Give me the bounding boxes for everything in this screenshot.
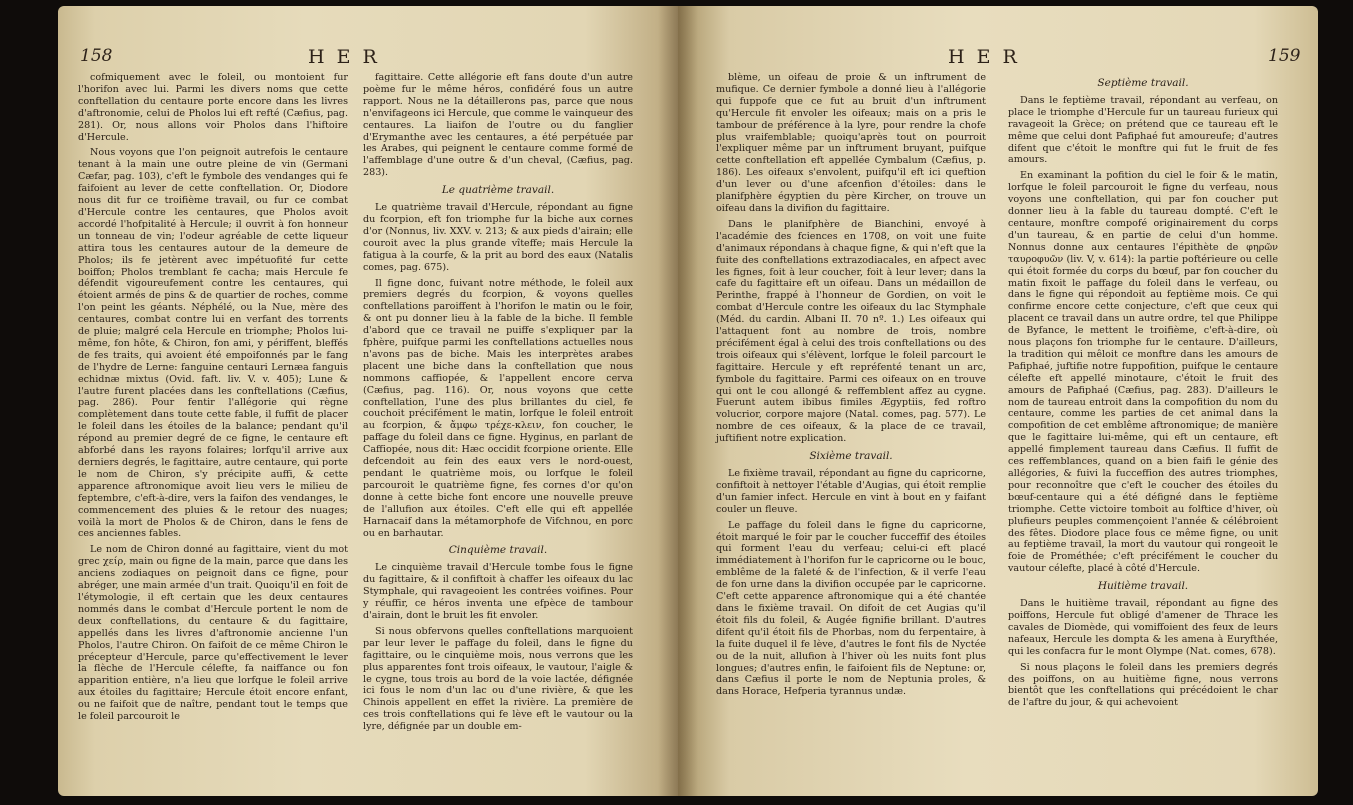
paragraph: Nous voyons que l'on peignoit autrefois le centaure tenant à la main une outre pleine de vin (Germani Cæfar, pag. 103), c'eft le fymbole des vendanges qui fe faifoient au lever de cette conftellation. Or, Diodore nous dit fur ce troifième travail, ou fur ce combat d'Hercule contre les centaures, que Pholos avoit accordé l'hofpitalité à Hercule; il ouvrit à fon honneur un tonneau de vin; l'odeur agréable de cette liqueur attira tous les centaures autour de la demeure de Pholos; ils fe jetèrent avec impétuofité fur cette boiffon; Pholos tremblant fe cacha; mais Hercule fe défendit vigoureufement contre les centaures, qui étoient armés de pins & de quartier de roches, comme l'on peint les géants. Néphélé, ou la Nue, mère des centaures, combat contre lui en verfant des torrents de pluie; malgré cela Hercule en triomphe; Pholos lui-même, fon hôte, & Chiron, fon ami, y périffent, bleffés de fes traits, qui avoient été empoifonnés par le fang de l'hydre de Lerne: fanguine centauri Lernæa fanguis echidnæ mixtus (Ovid. faft. liv. V. v. 405); Lune & l'autre furent placées dans les conftellations (Cæfius, pag. 286). Pour fentir l'allégorie qui règne complètement dans toute cette fable, il fuffit de placer le foleil dans les étoiles de la balance; pendant qu'il répond au premier degré de ce figne, le centaure eft abforbé dans les rayons folaires; lorfqu'il arrive aux derniers degrés, le fagittaire, autre centaure, qui porte le nom de Chiron, s'y précipite auffi, & cette apparence aftronomique avoit lieu vers le milieu de feptembre, c'eft-à-dire, vers la faifon des vendanges, le commencement des pluies & le retour des nuages; voilà la mort de Pholos & de Chiron, dans le fens de ces anciennes fables.	[78, 147, 348, 540]
paragraph: Si nous obfervons quelles conftellations marquoient par leur lever le paffage du foleil, dans le figne du fagittaire, ou le cinquième mois, nous verrons que les plus apparentes font trois oifeaux, le vautour, l'aigle & le cygne, tous trois au bord de la voie lactée, défignée ici fous le nom d'un lac ou d'une rivière, & que les Chinois appellent en effet la rivière. La première de ces trois conftellations qui fe lève eft le vautour ou la lyre, défignée par un double em-	[363, 625, 633, 733]
paragraph: Il figne donc, fuivant notre méthode, le foleil aux premiers degrés du fcorpion, & voyons quelles conftellations paroiffent à l'horifon le matin ou le foir, & ont pu donner lieu à la fable de la biche. Il femble d'abord que ce travail ne puiffe s'expliquer par la fphère, puifque parmi les conftellations actuelles nous n'avons pas de biche. Mais les interprètes arabes placent une biche dans la conftellation que nous nommons caffiopée, & l'appellent encore cerva (Cæfius, pag. 116). Or, nous voyons que cette conftellation, l'une des plus brillantes du ciel, fe couchoit précifément le matin, lorfque le foleil entroit au fcorpion, & ἄμφω τρέχε-κλειν, fon coucher, le paffage du foleil dans ce figne. Hyginus, en parlant de Caffiopée, nous dit: Hæc occidit fcorpione oriente. Elle defcendoit au fein des eaux vers le nord-ouest, pendant le quatrième mois, ou lorfque le foleil parcouroit le quatrième figne, fes cornes d'or qu'on donne à cette biche font encore une nouvelle preuve de l'allufion aux étoiles. C'eft elle qui eft appellée Harnacaif dans la métamorphofe de Vifchnou, en porc ou en barhautar.	[363, 277, 633, 539]
book-gutter	[658, 6, 698, 796]
paragraph: Dans le planifphère de Bianchini, envoyé à l'académie des fciences en 1708, on voit une fuite d'animaux répondans à chaque figne, & qui n'eft que la fuite des conftellations extrazodiacales, en afpect avec les fignes, foit à leur coucher, foit à leur lever; dans la cafe du fagittaire eft un oifeau. Dans un médaillon de Perinthe, frappé à l'honneur de Gordien, on voit le combat d'Hercule contre les oifeaux du lac Stymphale (Méd. du cardin. Albani II. 70 nº. 1.) Les oifeaux qui l'attaquent font au nombre de trois, nombre précifément égal à celui des trois conftellations ou des trois oifeaux qui s'élèvent, lorfque le foleil parcourt le fagittaire. Hercule y eft repréfenté tenant un arc, fymbole du fagittaire. Parmi ces oifeaux on en trouve qui ont le cou allongé & reffemblent affez au cygne. Fuerunt autem ibibus fimiles Ægyptiis, fed roftro volucrior, corpore majore (Natal. comes, pag. 577). Le nombre de ces oifeaux, & la place de ce travail, juftifient notre explication.	[716, 218, 986, 445]
left-column-2	[363, 72, 633, 737]
right-page-header: H E R	[948, 46, 1020, 68]
section-heading: Septième travail.	[1097, 77, 1189, 89]
paragraph: blème, un oifeau de proie & un inftrument de mufique. Ce dernier fymbole a donné lieu à l'allégorie qui fuppofe que ce fut au bruit d'un inftrument qu'Hercule fit envoler les oifeaux; mais on a pris le tambour de préférence à la lyre, pour rendre la chofe plus vraifemblable; quoiqu'après tout on pourroit l'expliquer même par un inftrument bruyant, puifque cette conftellation eft appellée Cymbalum (Cæfius, p. 186). Les oifeaux s'envolent, puifqu'il eft ici queftion d'un lever ou d'une afcenfion d'étoiles: dans le planifphère égyptien du père Kircher, on trouve un oifeau dans la divifion du fagittaire.	[716, 72, 986, 214]
left-page-header: H E R	[308, 46, 380, 68]
left-page-number: 158	[80, 46, 113, 66]
left-page	[58, 6, 678, 796]
right-page	[678, 6, 1318, 796]
section-heading: Cinquième travail.	[448, 544, 548, 557]
left-column-1	[78, 72, 348, 727]
section-heading: Le quatrième travail.	[441, 184, 555, 197]
right-column-1	[716, 72, 986, 702]
right-column-2	[1008, 72, 1278, 713]
section-heading: Sixième travail.	[809, 450, 893, 463]
paragraph: En examinant la pofition du ciel le foir & le matin, lorfque le foleil parcouroit le figne du verfeau, nous voyons une conftellation, qui par fon coucher put donner lieu à la fable du taureau dompté. C'eft le centaure, monftre compofé originairement du corps d'un taureau, & en partie de celui d'un homme. Nonnus donne aux centaures l'épithète de φηρῶν ταυροφυῶν (liv. V, v. 614): la partie poftérieure ou celle qui étoit formée du corps du bœuf, par fon coucher du matin fixoit le paffage du foleil dans le verfeau, ou dans le figne qui répondoit au feptième mois. Ce qui confirme encore cette conjecture, c'eft que ceux qui placent ce travail dans un autre ordre, tel que Philippe de Byfance, le mettent le troifième, c'eft-à-dire, où nous plaçons fon triomphe fur le centaure. D'ailleurs, la tradition qui mêloit ce monftre dans les amours de Pafiphaé, juftifie notre fuppofition, puifque le centaure célefte eft appellé minotaure, c'étoit le fruit des amours de Pafiphaé (Cæfius, pag. 283). D'ailleurs le nom de taureau entroit dans la compofition du nom du centaure, comme les parties de cet animal dans la compofition de cet emblême aftronomique; de manière que le fagittaire lui-même, qui eft un centaure, eft appellé fimplement taureau dans Cæfius. Il fuffit de ces reffemblances, quand on a bien faifi le génie des allégories, & fuivi la fucceffion des autres triomphes, pour reconnoître que c'eft le coucher des étoiles du bœuf-centaure qui a été défigné dans le feptième triomphe. Cette victoire tomboit au folftice d'hiver, où plufieurs peuples commençoient l'année & célébroient des fêtes. Diodore place fous ce même figne, ou unit au feptième travail, la mort du vautour qui rongeoit le foie de Prométhée; c'eft précifément le coucher du vautour célefte, placé à côté d'Hercule.	[1008, 170, 1278, 575]
paragraph: Si nous plaçons le foleil dans les premiers degrés des poiffons, on au huitième figne, nous verrons bientôt que les conftellations qui précédoient le char de l'aftre du jour, & qui achevoient	[1008, 661, 1278, 709]
paragraph: Le nom de Chiron donné au fagittaire, vient du mot grec χείρ, main ou figne de la main, parce que dans les anciens zodiaques on peignoit dans ce figne, pour abréger, une main armée d'un trait. Quoiqu'il en foit de l'étymologie, il eft certain que les deux centaures nommés dans le combat d'Hercule portent le nom de deux conftellations, du centaure & du fagittaire, appellés dans les livres d'aftronomie ancienne l'un Pholos, l'autre Chiron. On faifoit de ce même Chiron le précepteur d'Hercule, parce qu'effectivement le lever la flèche de l'Hercule célefte, fa naiffance ou fon apparition entière, n'a lieu que lorfque le foleil arrive aux étoiles du fagittaire; Hercule étoit encore enfant, ou ne faifoit que de naître, pendant tout le temps que le foleil parcouroit le	[78, 544, 349, 723]
paragraph: Le paffage du foleil dans le figne du capricorne, étoit marqué le foir par le coucher fucceffif des étoiles qui forment l'eau du verfeau; celui-ci eft placé immédiatement à l'horifon fur le capricorne ou le bouc, emblême de la faleté & de l'infection, & il verfe l'eau de fon urne dans la divifion occupée par le capricorne. C'eft cette apparence aftronomique qui a été chantée dans le fixième travail. On difoit de cet Augias qu'il étoit fils du foleil, & Augée fignifie brillant. D'autres difent qu'il étoit fils de Phorbas, nom du ferpentaire, à la fuite duquel il fe lève, d'autres le font fils de Nyctée ou de la nuit, allufion à l'hiver où les nuits font plus longues; d'autres enfin, le faifoient fils de Neptune: or, dans Cæfius il porte le nom de Neptunia proles, & dans Horace, Hefperia tyrannus undæ.	[716, 519, 986, 698]
paragraph: Dans le huitième travail, répondant au figne des poiffons, Hercule fut obligé d'amener de Thrace les cavales de Diomède, qui vomiffoient des feux de leurs nafeaux, Hercule les dompta & les amena à Euryfthée, qui les confacra fur le mont Olympe (Nat. comes, 678).	[1008, 598, 1278, 657]
paragraph: fagittaire. Cette allégorie eft fans doute d'un autre poème fur le même héros, confidéré fous un autre rapport. Nous ne la détaillerons pas, parce que nous n'envifageons ici Hercule, que comme le vainqueur des centaures. La liaifon de l'outre ou du fanglier d'Erymanthe avec les centaures, a été perpétuée par les Arabes, qui peignent le centaure comme formé de l'affemblage d'une outre & d'un cheval, (Cæfius, pag. 283).	[363, 72, 633, 179]
open-book	[58, 6, 1318, 796]
section-heading: Huitième travail.	[1097, 580, 1189, 593]
paragraph: Le quatrième travail d'Hercule, répondant au figne du fcorpion, eft fon triomphe fur la biche aux cornes d'or (Nonnus, liv. XXV. v. 213; & aux pieds d'airain; elle couroit avec la plus grande vîteffe; mais Hercule la fatigua à la courfe, & la prit au bord des eaux (Natalis comes, pag. 675).	[363, 202, 633, 273]
paragraph: Dans le feptième travail, répondant au verfeau, on place le triomphe d'Hercule fur un taureau furieux qui ravageoit la Grèce; on prétend que ce taureau eft le même que celui dont Pafiphaé fut amoureufe; d'autres difent que c'étoit le monftre qui fut le fruit de fes amours.	[1008, 94, 1278, 166]
paragraph: Le fixième travail, répondant au figne du capricorne, confiftoit à nettoyer l'étable d'Augias, qui étoit remplie d'un famier infect. Hercule en vint à bout en y faifant couler un fleuve.	[716, 468, 986, 515]
paragraph: cofmiquement avec le foleil, ou montoient fur l'horifon avec lui. Parmi les divers noms que cette conftellation du centaure porte encore dans les livres d'aftronomie, celui de Pholos lui eft refté (Cæfius, pag. 281). Or, nous allons voir Pholos dans l'hiftoire d'Hercule.	[78, 72, 348, 143]
right-page-number: 159	[1268, 46, 1301, 66]
paragraph: Le cinquième travail d'Hercule tombe fous le figne du fagittaire, & il confiftoit à chaffer les oifeaux du lac Stymphale, qui ravageoient les contrées voifines. Pour y réuffir, ce héros inventa une efpèce de tambour d'airain, dont le bruit les fit envoler.	[363, 562, 633, 621]
